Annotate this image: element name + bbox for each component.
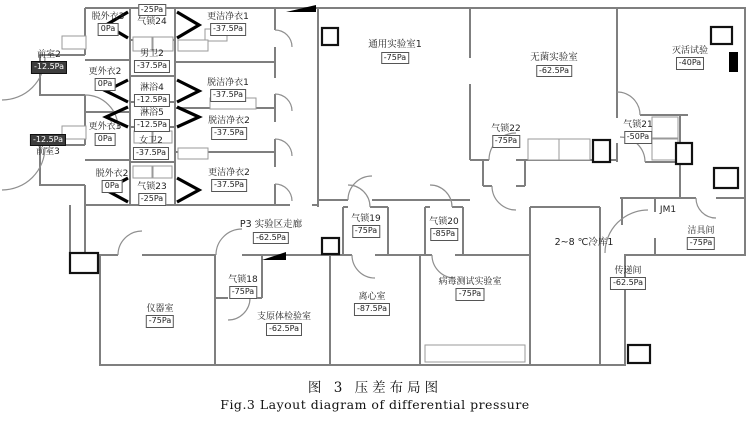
door-arc [492,186,516,210]
pressure-badge: 0Pa [102,180,122,192]
room-label-nvwei2: 女卫2 -37.5Pa [133,136,169,160]
pass-box-icon [676,143,692,164]
room-label-wujun-lab: 无菌实验室 -62.5Pa [530,53,578,77]
room-label-gengwaiyi2: 更外衣2 0Pa [89,67,122,91]
pass-box-icon [593,140,610,162]
pressure-badge: -37.5Pa [133,147,169,159]
room-label-jm1: JM1 [659,205,677,215]
room-label-linyu4: 淋浴4 -12.5Pa [134,83,170,107]
shaft-symbol-icon [729,52,738,72]
room-label-chuandijian: 传递间 -62.5Pa [610,266,646,290]
room-label-linyu5: 淋浴5 -12.5Pa [134,108,170,132]
pressure-badge: -87.5Pa [354,303,390,315]
pressure-badge: 0Pa [95,133,115,145]
pressure-badge: -85Pa [430,228,458,240]
pass-box-icon [322,238,339,254]
room-label-qisuo24: 气锁24 -25Pa [137,5,167,28]
pressure-badge: -50Pa [624,131,652,143]
pressure-badge: -75Pa [687,237,715,249]
room-label-qianshi3: 前室3 -12.5Pa [30,134,66,158]
room-label-gengwaiyi3: 更外衣3 0Pa [89,122,122,146]
room-label-jiejujian: 洁具间 -75Pa [687,226,715,250]
pressure-badge: -62.5Pa [536,65,572,77]
door-arc [118,231,142,255]
room-label-miehuo-test: 灭活试验 -40Pa [672,46,708,70]
pressure-badge: -62.5Pa [266,323,302,335]
pressure-badge: -37.5Pa [211,179,247,191]
room-label-lixinshi: 离心室 -87.5Pa [354,292,390,316]
pressure-badge: -62.5Pa [253,232,289,244]
door-arc [432,255,455,278]
pass-box-icon [322,28,338,45]
pressure-badge: -75Pa [381,52,409,64]
room-label-zhiyuanti-lab: 支原体检验室 -62.5Pa [257,312,311,336]
room-label-qianshi2: 前室2 -12.5Pa [31,50,67,74]
pressure-badge: -37.5Pa [210,89,246,101]
pressure-badge: -37.5Pa [211,127,247,139]
pressure-badge: -12.5Pa [134,94,170,106]
pressure-badge: -25Pa [138,193,166,205]
room-label-tuojiejingyi1: 脱洁净衣1 -37.5Pa [207,78,249,102]
room-label-nanwei2: 男卫2 -37.5Pa [134,49,170,73]
pressure-badge: -75Pa [492,135,520,147]
pressure-badge: -25Pa [138,4,166,16]
room-label-tuojiejingyi2: 脱洁净衣2 -37.5Pa [208,116,250,140]
pressure-badge: -75Pa [146,315,174,327]
pressure-badge: -75Pa [456,288,484,300]
pass-box-icon [70,253,98,273]
pressure-badge: -75Pa [352,225,380,237]
room-label-p3-corridor: P3 实验区走廊 -62.5Pa [240,220,302,244]
room-label-qisuo18: 气锁18 -75Pa [228,275,257,299]
pressure-badge: 0Pa [98,23,118,35]
pass-box-icon [711,27,732,44]
figure-caption-en: Fig.3 Layout diagram of differential pressure [220,397,530,412]
door-arc [430,185,452,207]
room-label-gengjiejingyi2: 更洁净衣2 -37.5Pa [208,168,250,192]
door-arc [352,255,375,278]
door-arc [275,184,292,201]
pass-box-icon [714,168,738,188]
door-arc [228,298,250,320]
pressure-badge: -37.5Pa [210,23,246,35]
room-label-qisuo20: 气锁20 -85Pa [429,217,458,241]
room-label-qisuo19: 气锁19 -75Pa [351,214,380,238]
room-label-tuowaiyi2: 脱外衣2 0Pa [96,169,129,193]
room-label-qisuo22: 气锁22 -75Pa [491,124,520,148]
pressure-badge: -40Pa [676,57,704,69]
figure-caption-zh: 图 3 压差布局图 [307,380,443,396]
room-label-qisuo23: 气锁23 -25Pa [137,182,166,206]
door-arc [275,30,292,47]
pass-box-icon [628,345,650,363]
pressure-badge: -12.5Pa [31,61,67,73]
pressure-badge: 0Pa [95,78,115,90]
room-label-gengjiejingyi1: 更洁净衣1 -37.5Pa [207,12,249,36]
door-arc [617,92,640,115]
pressure-badge: -37.5Pa [134,60,170,72]
pressure-badge: -62.5Pa [610,277,646,289]
room-label-bingdu-lab: 病毒测试实验室 -75Pa [438,277,501,301]
room-label-tongyong-lab1: 通用实验室1 -75Pa [368,40,422,64]
room-label-tuowaiyi3: 脱外衣3 0Pa [92,12,125,36]
door-arc [275,94,292,111]
door-arc [696,198,716,218]
room-label-yiqishi: 仪器室 -75Pa [146,304,174,328]
room-label-qisuo21: 气锁21 -50Pa [623,120,652,144]
door-arc [216,229,242,255]
pressure-badge: -12.5Pa [134,119,170,131]
room-label-lengku1: 2~8 ℃冷库1 [554,237,614,248]
door-arc [275,139,292,156]
pressure-badge: -75Pa [229,286,257,298]
pressure-badge: -12.5Pa [30,134,66,146]
